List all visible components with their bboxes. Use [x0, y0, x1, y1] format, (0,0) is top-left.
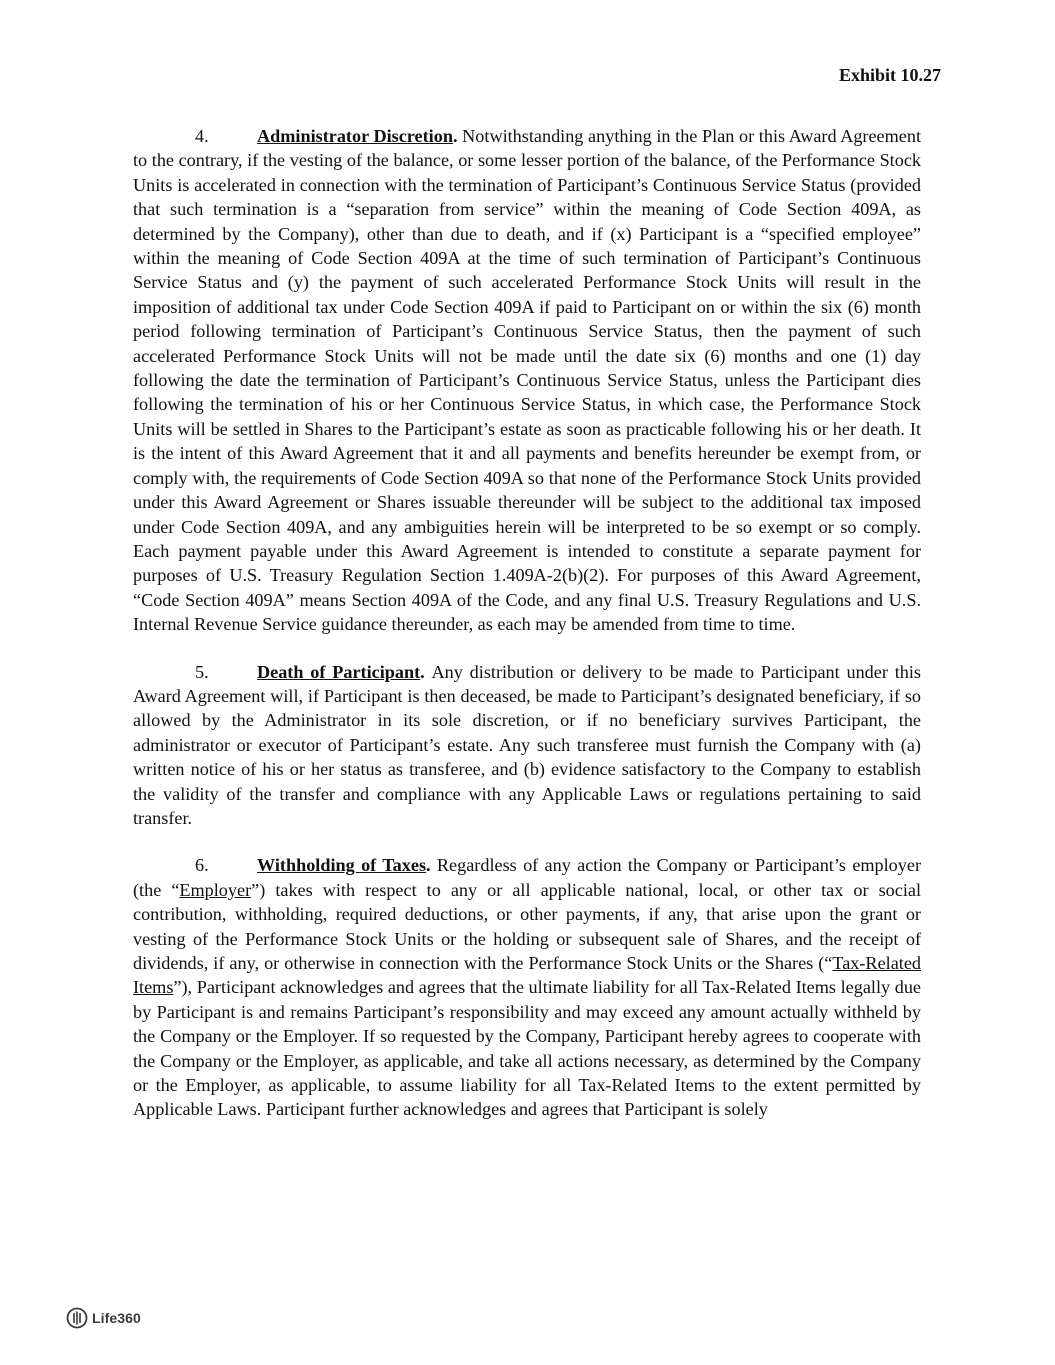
section-number: 6.	[195, 855, 209, 876]
defined-term-employer: Employer	[179, 879, 252, 900]
footer-logo	[66, 1306, 141, 1330]
section-text: Notwithstanding anything in the Plan or this Award Agreement to the contrary, if the vesting of the balance, or some lesser portion of the balance, of the Performance Stock Units is accelerated in connection with the termination of Participant’s Continuous Service Status (provided that such termination is a “separation from service” within the meaning of Code Section 409A, as determined by the Company), other than due to death, and if (x) Participant is a “specified employee” within the meaning of Code Section 409A at the time of such termination of Participant’s Continuous Service Status and (y) the payment of such accelerated Performance Stock Units will result in the imposition of additional tax under Code Section 409A if paid to Participant on or within the six (6) month period following termination of Participant’s Continuous Service Status, then the payment of such accelerated Performance Stock Units will not be made until the date six (6) months and one (1) day following the date the termination of Participant’s Continuous Service Status, unless the Participant dies following the termination of his or her Continuous Service Status, in which case, the Performance Stock Units will be settled in Shares to the Participant’s estate as soon as practicable following his or her death. It is the intent of this Award Agreement that it and all payments and benefits hereunder be exempt from, or comply with, the requirements of Code Section 409A so that none of the Performance Stock Units provided under this Award Agreement or Shares issuable thereunder will be subject to the additional tax imposed under Code Section 409A, and any ambiguities herein will be interpreted to be so exempt or so comply. Each payment payable under this Award Agreement is intended to constitute a separate payment for purposes of U.S. Treasury Regulation Section 1.409A-2(b)(2). For purposes of this Award Agreement, “Code Section 409A” means Section 409A of the Code, and any final U.S. Treasury Regulations and U.S. Internal Revenue Service guidance thereunder, as each may be amended from time to time.	[133, 126, 922, 635]
document-body	[133, 124, 921, 1145]
defined-term-tax-related-items: Tax-Related Items	[133, 953, 921, 998]
exhibit-label: Exhibit 10.27	[838, 65, 941, 85]
section-text: Regardless of any action the Company or Participant’s employer (the “	[133, 855, 921, 900]
section-text: ”) takes with respect to any or all applicable national, local, or other tax or social contribution, withholding, required deductions, or other payments, if any, that arise upon the grant or vesting of the Performance Stock Units or the holding or subsequent sale of Shares, and the receipt of dividends, if any, or otherwise in connection with the Performance Stock Units or the Shares (“	[133, 879, 921, 973]
section-text: ”), Participant acknowledges and agrees that the ultimate liability for all Tax-Related Items legally due by Participant is and remains Participant’s responsibility and may exceed any amount actually withheld by the Company or the Employer. If so requested by the Company, Participant hereby agrees to cooperate with the Company or the Employer, as applicable, and take all actions necessary, as determined by the Company or the Employer, as applicable, to assume liability for all Tax-Related Items to the extent permitted by Applicable Laws. Participant further acknowledges and agrees that Participant is solely	[133, 977, 921, 1120]
section-heading: Withholding of Taxes	[257, 855, 427, 876]
life360-logo-icon	[66, 1307, 88, 1329]
section-heading: Administrator Discretion	[257, 126, 453, 146]
section-text: Any distribution or delivery to be made to Participant under this Award Agreement will, if Participant is then deceased, be made to Participant’s designated beneficiary, if so allowed by the Administrator in its sole discretion, or if no beneficiary survives Participant, the administrator or executor of Participant’s estate. Any such transferee must furnish the Company with (a) written notice of his or her status as transferee, and (b) evidence satisfactory to the Company to establish the validity of the transfer and compliance with any Applicable Laws or regulations pertaining to said transfer.	[133, 661, 921, 828]
section-death-of-participant: 5. Death of Participant. Any distribution or delivery to be made to Participant under this Award Agreement will, if Participant is then deceased, be made to Participant’s designated beneficiary, if so allowed by the Administrator in its sole discretion, or if no beneficiary survives Participant, the administrator or executor of Participant’s estate. Any such transferee must furnish the Company with (a) written notice of his or her status as transferee, and (b) evidence satisfactory to the Company to establish the validity of the transfer and compliance with any Applicable Laws or regulations pertaining to said transfer.	[133, 661, 921, 828]
section-number: 5.	[195, 661, 209, 682]
section-number: 4.	[195, 126, 209, 146]
section-administrator-discretion: 4. Administrator Discretion. Notwithstanding anything in the Plan or this Award Agreement to the contrary, if the vesting of the balance, or some lesser portion of the balance, of the Performance Stock Units is accelerated in connection with the termination of Participant’s Continuous Service Status (provided that such termination is a “separation from service” within the meaning of Code Section 409A, as determined by the Company), other than due to death, and if (x) Participant is a “specified employee” within the meaning of Code Section 409A at the time of such termination of Participant’s Continuous Service Status and (y) the payment of such accelerated Performance Stock Units will result in the imposition of additional tax under Code Section 409A if paid to Participant on or within the six (6) month period following termination of Participant’s Continuous Service Status, then the payment of such accelerated Performance Stock Units will not be made until the date six (6) months and one (1) day following the date the termination of Participant’s Continuous Service Status, unless the Participant dies following the termination of his or her Continuous Service Status, in which case, the Performance Stock Units will be settled in Shares to the Participant’s estate as soon as practicable following his or her death. It is the intent of this Award Agreement that it and all payments and benefits hereunder be exempt from, or comply with, the requirements of Code Section 409A so that none of the Performance Stock Units provided under this Award Agreement or Shares issuable thereunder will be subject to the additional tax imposed under Code Section 409A, and any ambiguities herein will be interpreted to be so exempt or so comply. Each payment payable under this Award Agreement is intended to constitute a separate payment for purposes of U.S. Treasury Regulation Section 1.409A-2(b)(2). For purposes of this Award Agreement, “Code Section 409A” means Section 409A of the Code, and any final U.S. Treasury Regulations and U.S. Internal Revenue Service guidance thereunder, as each may be amended from time to time.	[133, 126, 922, 635]
logo-text: Life360	[92, 1310, 141, 1326]
section-heading: Death of Participant	[257, 661, 421, 682]
section-withholding-of-taxes: 6. Withholding of Taxes. Regardless of any action the Company or Participant’s employer (the “Employer”) takes with respect to any or all applicable national, local, or other tax or social contribution, withholding, required deductions, or other payments, if any, that arise upon the grant or vesting of the Performance Stock Units or the holding or subsequent sale of Shares, and the receipt of dividends, if any, or otherwise in connection with the Performance Stock Units or the Shares (“Tax-Related Items”), Participant acknowledges and agrees that the ultimate liability for all Tax-Related Items legally due by Participant is and remains Participant’s responsibility and may exceed any amount actually withheld by the Company or the Employer. If so requested by the Company, Participant hereby agrees to cooperate with the Company or the Employer, as applicable, and take all actions necessary, as determined by the Company or the Employer, as applicable, to assume liability for all Tax-Related Items to the extent permitted by Applicable Laws. Participant further acknowledges and agrees that Participant is solely	[133, 855, 921, 1120]
